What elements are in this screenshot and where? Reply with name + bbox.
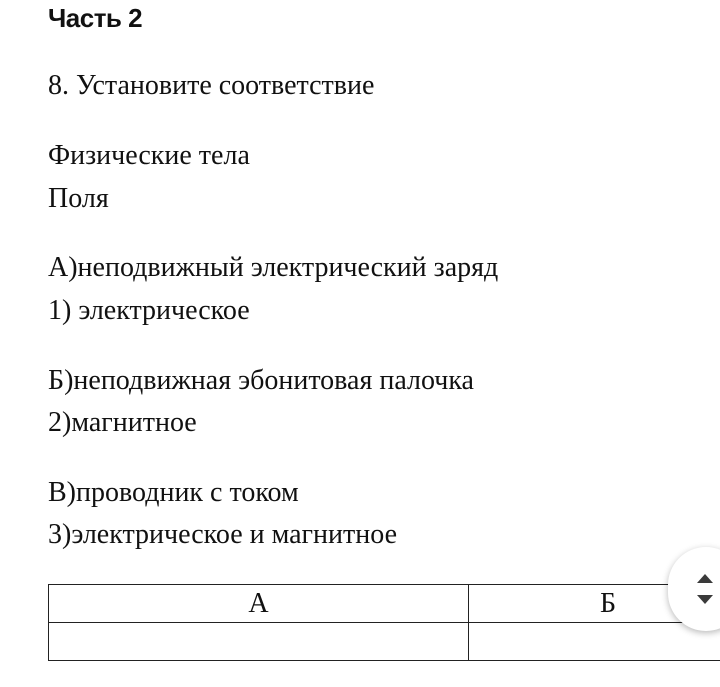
bodies-column-title: Физические тела bbox=[48, 140, 250, 171]
answer-header-b: Б bbox=[469, 585, 720, 623]
body-item-a: А)неподвижный электрический заряд bbox=[48, 252, 499, 283]
answer-cell-b[interactable] bbox=[469, 623, 720, 661]
answer-header-a: А bbox=[49, 585, 469, 623]
question-text: 8. Установите соответствие bbox=[48, 70, 375, 101]
field-item-2: 2)магнитное bbox=[48, 407, 197, 438]
answer-cell-a[interactable] bbox=[49, 623, 469, 661]
up-down-arrows-icon bbox=[694, 571, 716, 607]
answer-table-header-row bbox=[49, 585, 720, 623]
body-item-b: Б)неподвижная эбонитовая палочка bbox=[48, 365, 474, 396]
fields-column-title: Поля bbox=[48, 183, 109, 214]
page-heading: Часть 2 bbox=[48, 3, 143, 33]
body-item-v: В)проводник с током bbox=[48, 477, 299, 508]
answer-table bbox=[48, 584, 720, 661]
answer-table-answer-row bbox=[49, 623, 720, 661]
field-item-3: 3)электрическое и магнитное bbox=[48, 519, 398, 550]
field-item-1: 1) электрическое bbox=[48, 295, 250, 326]
